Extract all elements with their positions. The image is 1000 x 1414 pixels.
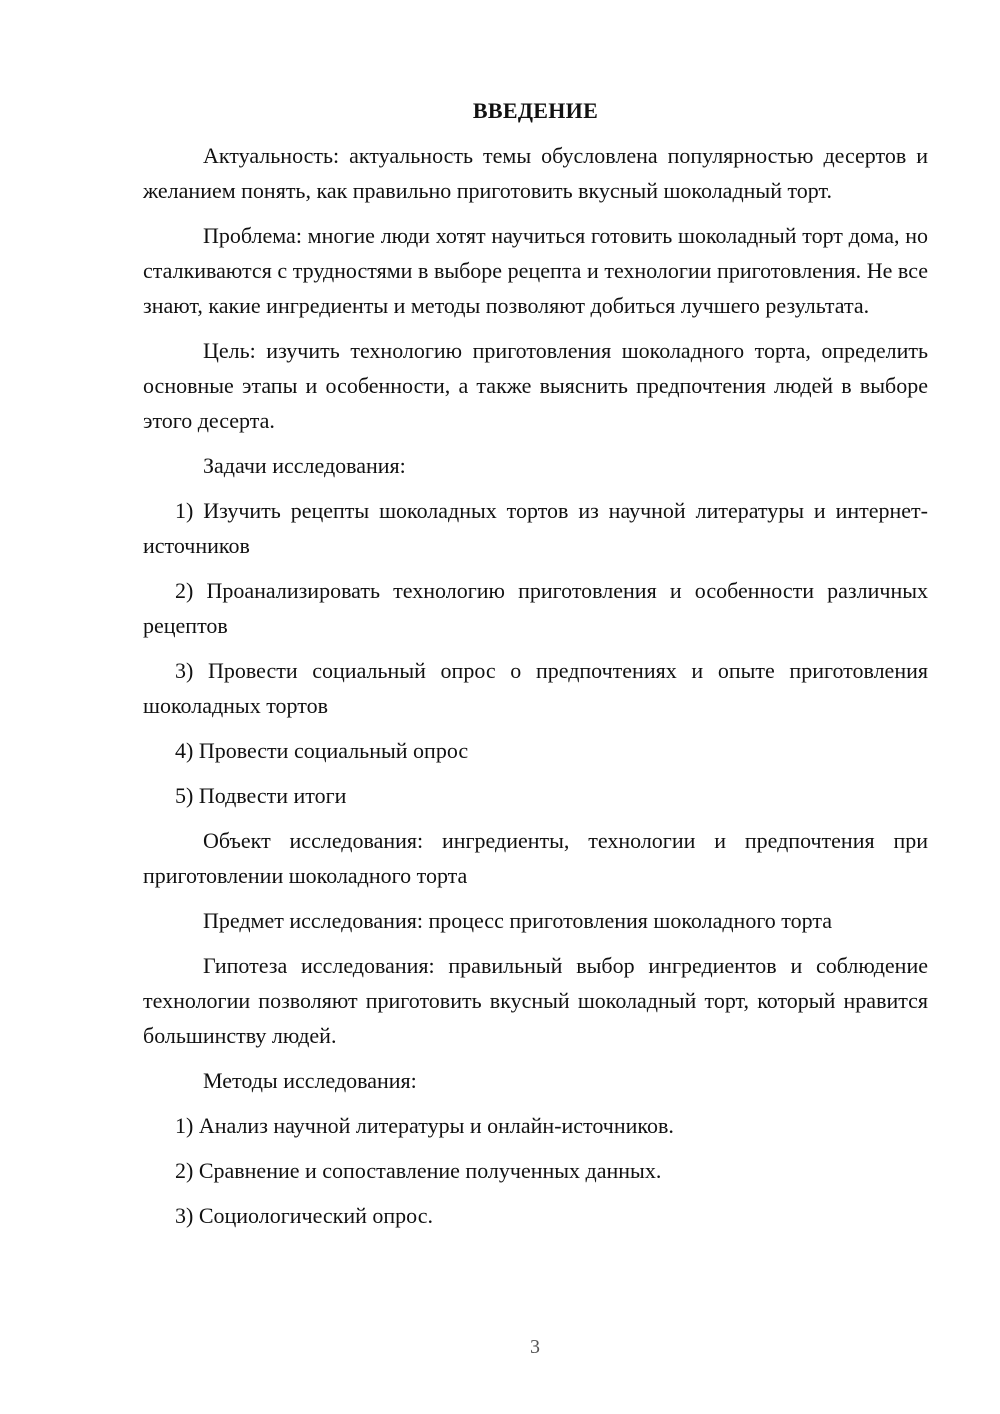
task-item-2: 2) Проанализировать технологию приготовления и особенности различных рецептов <box>143 578 928 638</box>
method-item-1: 1) Анализ научной литературы и онлайн-источников. <box>175 1113 674 1138</box>
task-item-5: 5) Подвести итоги <box>175 783 347 808</box>
document-page <box>143 96 928 1243</box>
relevance-paragraph: Актуальность: актуальность темы обусловлена популярностью десертов и желанием понять, как правильно приготовить вкусный шоколадный торт. <box>143 143 928 203</box>
section-title: ВВЕДЕНИЕ <box>472 98 599 123</box>
tasks-heading: Задачи исследования: <box>203 453 406 478</box>
goal-paragraph: Цель: изучить технологию приготовления шоколадного торта, определить основные этапы и особенности, а также выяснить предпочтения людей в выборе этого десерта. <box>143 338 928 433</box>
hypothesis-paragraph: Гипотеза исследования: правильный выбор ингредиентов и соблюдение технологии позволяют приготовить вкусный шоколадный торт, который нравится большинству людей. <box>143 953 928 1048</box>
method-item-3: 3) Социологический опрос. <box>175 1203 433 1228</box>
object-paragraph: Объект исследования: ингредиенты, технологии и предпочтения при приготовлении шоколадного торта <box>143 828 928 888</box>
problem-paragraph: Проблема: многие люди хотят научиться готовить шоколадный торт дома, но сталкиваются с трудностями в выборе рецепта и технологии приготовления. Не все знают, какие ингредиенты и методы позволяют добиться лучшего результата. <box>143 223 928 318</box>
task-item-1: 1) Изучить рецепты шоколадных тортов из научной литературы и интернет-источников <box>143 498 928 558</box>
task-item-3: 3) Провести социальный опрос о предпочтениях и опыте приготовления шоколадных тортов <box>143 658 928 718</box>
page-number: 3 <box>530 1336 540 1358</box>
task-item-4: 4) Провести социальный опрос <box>175 738 469 763</box>
methods-heading: Методы исследования: <box>203 1068 417 1093</box>
subject-paragraph: Предмет исследования: процесс приготовления шоколадного торта <box>203 908 832 933</box>
method-item-2: 2) Сравнение и сопоставление полученных данных. <box>175 1158 662 1183</box>
